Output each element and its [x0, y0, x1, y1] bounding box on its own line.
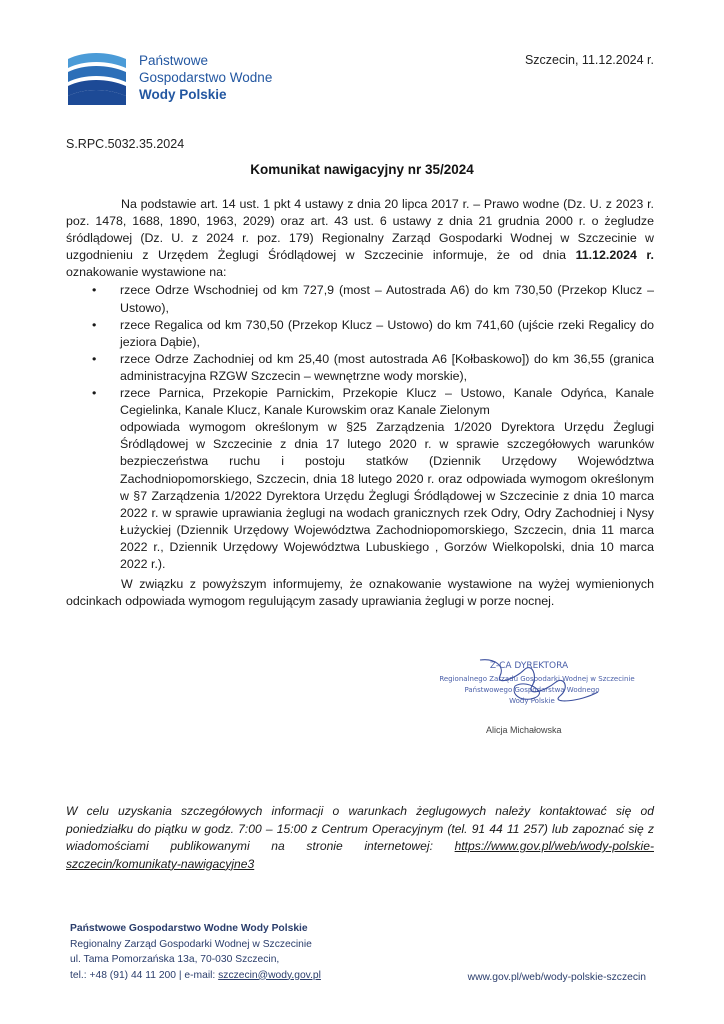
- bullet-icon: •: [92, 283, 97, 298]
- list-item: [92, 282, 654, 316]
- footer-street: ul. Tama Pomorzańska 13a, 70-030 Szczecin,: [70, 954, 280, 965]
- signer-name: Alicja Michałowska: [486, 725, 562, 735]
- city-date: Szczecin, 11.12.2024 r.: [524, 53, 654, 67]
- intro-paragraph: [66, 196, 654, 281]
- contact-info-paragraph: [66, 803, 654, 873]
- list-item: [92, 351, 654, 385]
- intro-tail: oznakowanie wystawione na:: [66, 265, 227, 280]
- footer-org-name: Państwowe Gospodarstwo Wodne Wody Polskie: [70, 923, 308, 934]
- intro-text: Na podstawie art. 14 ust. 1 pkt 4 ustawy z dnia 20 lipca 2017 r. – Prawo wodne (Dz. U. z 2023 r. poz. 1478, 1688, 1890, 1963, 2029) oraz art. 43 ust. 6 ustawy z dnia 21 grudnia 2000 r. o żegludze śródlądowej (Dz. U. z 2024 r. poz. 179) Regionalny Zarząd Gospodarki Wodnej w Szczecinie w uzgodnieniu z Urzędem Żeglugi Śródlądowej w Szczecinie informuje, że od dnia: [66, 197, 654, 263]
- intro-date: 11.12.2024 r.: [575, 248, 654, 263]
- notices-link[interactable]: https://www.gov.pl/web/wody-polskie-szczecin/komunikaty-nawigacyjne3: [66, 839, 654, 871]
- continuation-paragraph: odpowiada wymogom określonym w §25 Zarządzenia 1/2020 Dyrektora Urzędu Żeglugi Śródlądowej w Szczecinie z dnia 17 lutego 2020 r. w sprawie szczegółowych warunków bezpieczeństwa ruchu i postoju statków (Dziennik Urzędowy Województwa Zachodniopomorskiego, Szczecin, dnia 18 lutego 2020 r. oraz odpowiada wymogom określonym w §7 Zarządzenia 1/2022 Dyrektora Urzędu Żeglugi Śródlądowej w Szczecinie z dnia 10 marca 2022 r. w sprawie uprawiania żeglugi na wodach granicznych rzek Odry, Odry Zachodniej i Nysy Łużyckiej (Dziennik Urzędowy Województwa Zachodniopomorskiego, Szczecin, dnia 11 marca 2022 r., Dziennik Urzędowy Województwa Lubuskiego , Gorzów Wielkopolski, dnia 10 marca 2022 r.).: [120, 420, 654, 571]
- reference-number: S.RPC.5032.35.2024: [66, 137, 185, 151]
- bullet-icon: •: [92, 351, 97, 366]
- logo-wordmark: [139, 52, 272, 103]
- river-list: [66, 282, 654, 419]
- list-item-text: rzece Regalica od km 730,50 (Przekop Klucz – Ustowo) do km 741,60 (ujście rzeki Regalicy do jeziora Dąbie),: [120, 317, 654, 349]
- footer-unit: Regionalny Zarząd Gospodarki Wodnej w Szczecinie: [70, 938, 312, 950]
- signature-stamp: [420, 656, 640, 726]
- info-text: W celu uzyskania szczegółowych informacji o warunkach żeglugowych należy kontaktować się od poniedziałku do piątku w godz. 7:00 – 15:00 z Centrum Operacyjnym (tel. 91 44 11 257) lub zapoznać się z wiadomościami publikowanymi na stronie internetowej:: [66, 804, 654, 854]
- list-item: [92, 317, 654, 351]
- list-item-text: rzece Odrze Wschodniej od km 727,9 (most – Autostrada A6) do km 730,50 (Przekop Klucz – Ustowo),: [120, 283, 654, 315]
- list-item-text: rzece Parnica, Przekopie Parnickim, Przekopie Klucz – Ustowo, Kanale Odyńca, Kanale Cegielinka, Kanale Klucz, Kanale Kurowskim oraz Kanale Zielonym: [120, 386, 654, 418]
- footer-phone: tel.: +48 (91) 44 11 200 | e-mail:: [70, 969, 219, 981]
- logo-line-1: Państwowe: [139, 53, 209, 68]
- wody-polskie-logo: [66, 50, 128, 106]
- list-item: [92, 385, 654, 419]
- stamp-line-3: Państwowego Gospodarstwa Wodnego: [464, 686, 600, 694]
- footer-website[interactable]: www.gov.pl/web/wody-polskie-szczecin: [467, 972, 646, 983]
- stamp-line-1: Z-CA DYREKTORA: [489, 661, 569, 671]
- bullet-icon: •: [92, 317, 97, 332]
- footer-contact: [70, 968, 321, 984]
- stamp-line-2: Regionalnego Zarządu Gospodarki Wodnej w Szczecinie: [439, 675, 635, 683]
- footer-address: [70, 921, 321, 983]
- conclusion-paragraph: W związku z powyższym informujemy, że oznakowanie wystawione na wyżej wymienionych odcinkach odpowiada wymogom regulującym zasady uprawiania żeglugi w porze nocnej.: [66, 577, 654, 609]
- document-title: Komunikat nawigacyjny nr 35/2024: [250, 162, 474, 177]
- stamp-line-4: Wody Polskie: [509, 697, 555, 705]
- footer-email-link[interactable]: szczecin@wody.gov.pl: [218, 969, 321, 981]
- document-body: [66, 196, 654, 610]
- logo-line-2: Gospodarstwo Wodne: [139, 70, 273, 85]
- logo-line-3: Wody Polskie: [139, 87, 227, 102]
- bullet-icon: •: [92, 386, 97, 401]
- list-item-text: rzece Odrze Zachodniej od km 25,40 (most autostrada A6 [Kołbaskowo]) do km 36,55 (granica administracyjna RZGW Szczecin – wewnętrzne wody morskie),: [120, 351, 654, 383]
